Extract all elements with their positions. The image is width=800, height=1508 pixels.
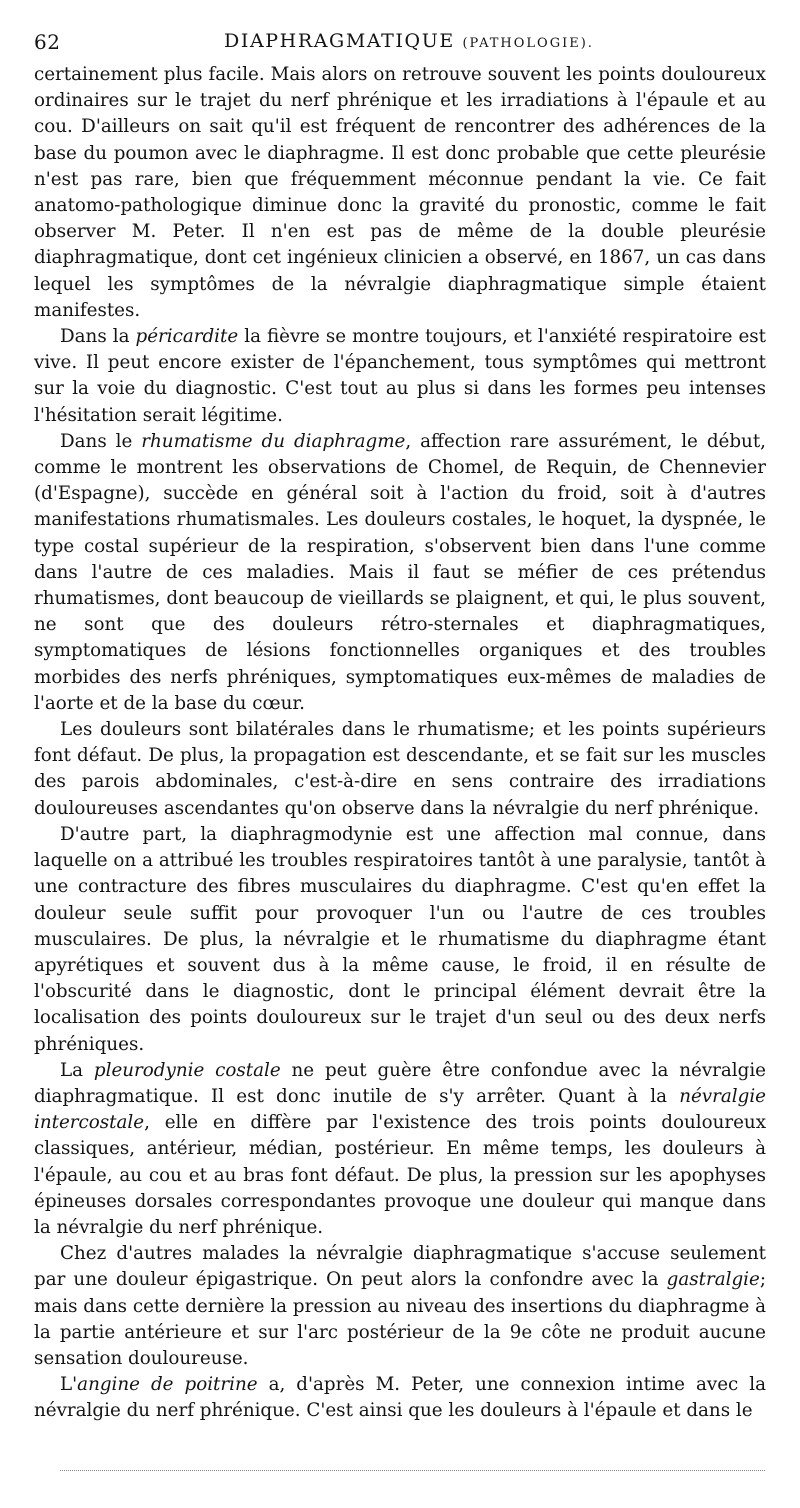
text-run: Les douleurs sont bilatérales dans le rhumatisme; et les points supérieurs font défaut. De plus, la propagation est descendante, et se fait sur les muscles des parois abdominales, c'est-à-dire en sens contraire des irradiations douloureuses ascendantes qu'on observe dans la névralgie du nerf phrénique.: [34, 719, 766, 819]
page-number: 62: [34, 30, 61, 54]
text-run: ; mais dans cette dernière la pression au niveau des insertions du diaphragme à la partie antérieure et sur l'arc postérieur de la 9e côte ne produit aucune sensation douloureuse.: [34, 1269, 766, 1369]
text-run: Dans la: [60, 326, 136, 348]
paragraph: [34, 429, 766, 717]
italic-term: névralgie intercostale: [34, 1085, 766, 1134]
text-run: , elle en diffère par l'existence des trois points douloureux classiques, antérieur, médian, postérieur. En même temps, les douleurs à l'épaule, au cou et au bras font défaut. De plus, la pression sur les apophyses épineuses dorsales correspondantes provoque une douleur qui manque dans la névralgie du nerf phrénique.: [34, 1112, 766, 1238]
text-run: Chez d'autres malades la névralgie diaphragmatique s'accuse seulement par une douleur épigastrique. On peut alors la confondre avec la: [34, 1243, 766, 1291]
paragraph: [34, 1058, 766, 1241]
text-run: L': [60, 1374, 78, 1396]
paragraph: [34, 62, 766, 324]
text-run: Dans le: [60, 430, 142, 452]
text-run: , affection rare assurément, le début, comme le montrent les observations de Chomel, de Requin, de Chennevier (d'Espagne), succède en général soit à l'action du froid, soit à d'autres manifestations rhumatismales. Les douleurs costales, le hoquet, la dyspnée, le type costal supérieur de la respiration, s'observent bien dans l'une comme dans l'autre de ces maladies. Mais il faut se méfier de ces prétendus rhumatismes, dont beaucoup de vieillards se plaignent, et qui, le plus souvent, ne sont que des douleurs rétro-sternales et diaphragmatiques, symptomatiques de lésions fonctionnelles organiques et des troubles morbides des nerfs phréniques, symptomatiques eux-mêmes de maladies de l'aorte et de la base du cœur.: [34, 430, 766, 714]
text-run: La: [60, 1059, 94, 1081]
running-title-sub: (PATHOLOGIE).: [462, 36, 594, 51]
body-text: [34, 62, 766, 1425]
running-title: [224, 30, 594, 52]
italic-term: angine de poitrine: [77, 1374, 258, 1396]
running-head: [34, 30, 766, 56]
footer-rule: [60, 1470, 765, 1471]
italic-term: rhumatisme du diaphragme: [141, 430, 406, 452]
book-page: [34, 30, 766, 1425]
text-run: ne peut guère être confondue avec la névralgie diaphragmatique. Il est donc inutile de s'y arrêter. Quant à la: [34, 1059, 766, 1107]
text-run: D'autre part, la diaphragmodynie est une affection mal connue, dans laquelle on a attribué les troubles respiratoires tantôt à une paralysie, tantôt à une contracture des fibres musculaires du diaphragme. C'est qu'en effet la douleur seule suffit pour provoquer l'un ou l'autre de ces troubles musculaires. De plus, la névralgie et le rhumatisme du diaphragme étant apyrétiques et souvent dus à la même cause, le froid, il en résulte de l'obscurité dans le diagnostic, dont le principal élément devrait être la localisation des points douloureux sur le trajet d'un seul ou des deux nerfs phréniques.: [34, 823, 766, 1055]
text-run: certainement plus facile. Mais alors on retrouve souvent les points douloureux ordinaires sur le trajet du nerf phrénique et les irradiations à l'épaule et au cou. D'ailleurs on sait qu'il est fréquent de rencontrer des adhérences de la base du poumon avec le diaphragme. Il est donc probable que cette pleurésie n'est pas rare, bien que fréquemment méconnue pendant la vie. Ce fait anatomo-pathologique diminue donc la gravité du pronostic, comme le fait observer M. Peter. Il n'en est pas de même de la double pleurésie diaphragmatique, dont cet ingénieux clinicien a observé, en 1867, un cas dans lequel les symptômes de la névralgie diaphragmatique simple étaient manifestes.: [34, 64, 766, 321]
running-title-main: DIAPHRAGMATIQUE: [224, 30, 455, 52]
paragraph: [34, 822, 766, 1058]
italic-term: pleurodynie costale: [93, 1059, 281, 1081]
paragraph: [34, 1372, 766, 1424]
paragraph: [34, 717, 766, 822]
paragraph: [34, 324, 766, 429]
italic-term: péricardite: [135, 326, 239, 348]
text-run: la fièvre se montre toujours, et l'anxiété respiratoire est vive. Il peut encore exister de l'épanchement, tous symptômes qui mettront sur la voie du diagnostic. C'est tout au plus si dans les formes peu intenses l'hésitation serait légitime.: [34, 326, 766, 426]
paragraph: [34, 1241, 766, 1372]
italic-term: gastralgie: [666, 1269, 760, 1291]
text-run: a, d'après M. Peter, une connexion intime avec la névralgie du nerf phrénique. C'est ainsi que les douleurs à l'épaule et dans le: [34, 1374, 766, 1422]
